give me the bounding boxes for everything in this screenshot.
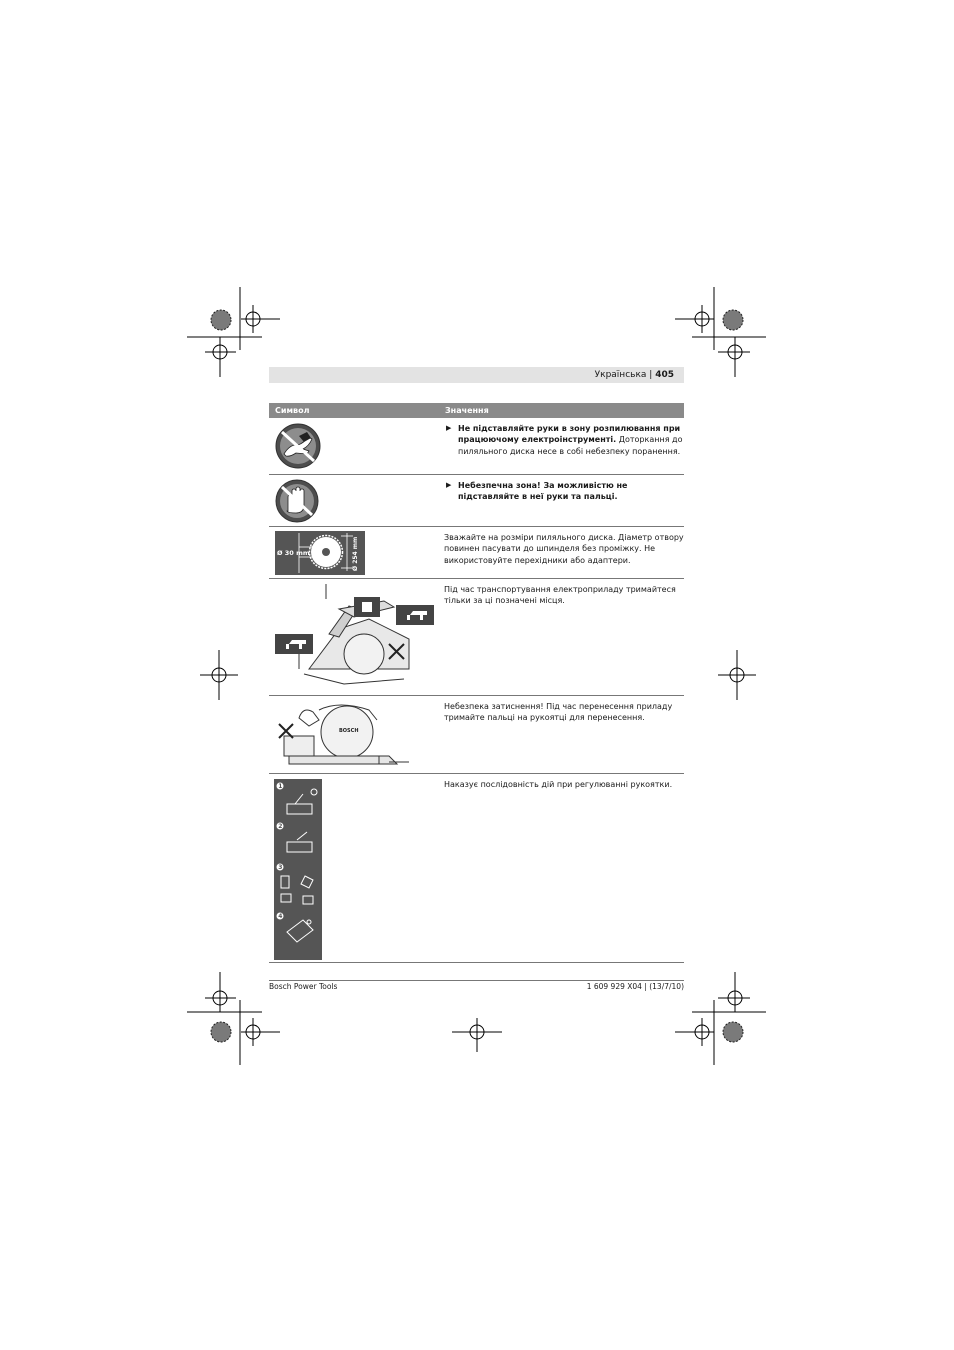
table-row <box>269 475 684 527</box>
table-row <box>269 527 684 579</box>
row-4-text: Під час транспортування електроприладу тримайтеся тільки за ці позначені місця. <box>444 585 676 606</box>
step-3-label: 3 <box>278 864 283 871</box>
row-5-text: Небезпека затиснення! Під час перенесення приладу тримайте пальці на рукоятці для перенесення. <box>444 702 673 723</box>
table-row <box>269 579 684 696</box>
header-separator: | <box>649 370 653 380</box>
handle-adjustment-steps-icon <box>269 774 339 963</box>
row-1-bold: Не підставляйте руки в зону розпилювання при працюючому електроінструменті. <box>458 424 681 445</box>
page-number: 405 <box>655 370 674 380</box>
danger-zone-hand-icon <box>269 475 339 527</box>
bore-label: Ø 30 mm <box>277 549 310 557</box>
col-meaning-header: Значення <box>445 406 489 415</box>
row-2-bold: Небезпечна зона! За можливістю не підставляйте в неї руки та пальці. <box>458 481 628 502</box>
saw-brand-label: BOSCH <box>339 728 359 734</box>
step-2-label: 2 <box>278 823 283 830</box>
row-1-text <box>444 423 684 457</box>
table-row <box>269 774 684 963</box>
no-hands-in-cut-zone-icon <box>269 418 339 475</box>
transport-grip-points-illustration <box>269 579 444 696</box>
saw-blade-dimensions-icon <box>269 527 369 579</box>
symbols-table <box>269 403 684 963</box>
col-symbol-header: Символ <box>275 406 310 415</box>
footer-rule <box>269 980 684 981</box>
page-header <box>269 367 684 383</box>
row-3-text: Зважайте на розміри пиляльного диска. Діаметр отвору повинен пасувати до шпинделя без проміжку. Не використовуйте перехідники або адаптери. <box>444 533 684 565</box>
header-language: Українська <box>594 370 647 380</box>
row-2-text <box>444 480 684 503</box>
row-1-plain: Доторкання до пиляльного диска несе в собі небезпеку поранення. <box>458 435 683 456</box>
step-4-label: 4 <box>278 913 283 920</box>
footer-doc-number: 1 609 929 X04 | (13/7/10) <box>586 982 684 991</box>
table-row <box>269 696 684 774</box>
footer-brand: Bosch Power Tools <box>269 982 338 991</box>
table-row <box>269 418 684 475</box>
diameter-label: Ø 254 mm <box>352 536 359 571</box>
row-6-text: Наказує послідовність дій при регулюванні рукоятки. <box>444 780 673 789</box>
pinch-hazard-illustration <box>269 696 444 774</box>
step-1-label: 1 <box>278 783 283 790</box>
table-header <box>269 403 684 418</box>
